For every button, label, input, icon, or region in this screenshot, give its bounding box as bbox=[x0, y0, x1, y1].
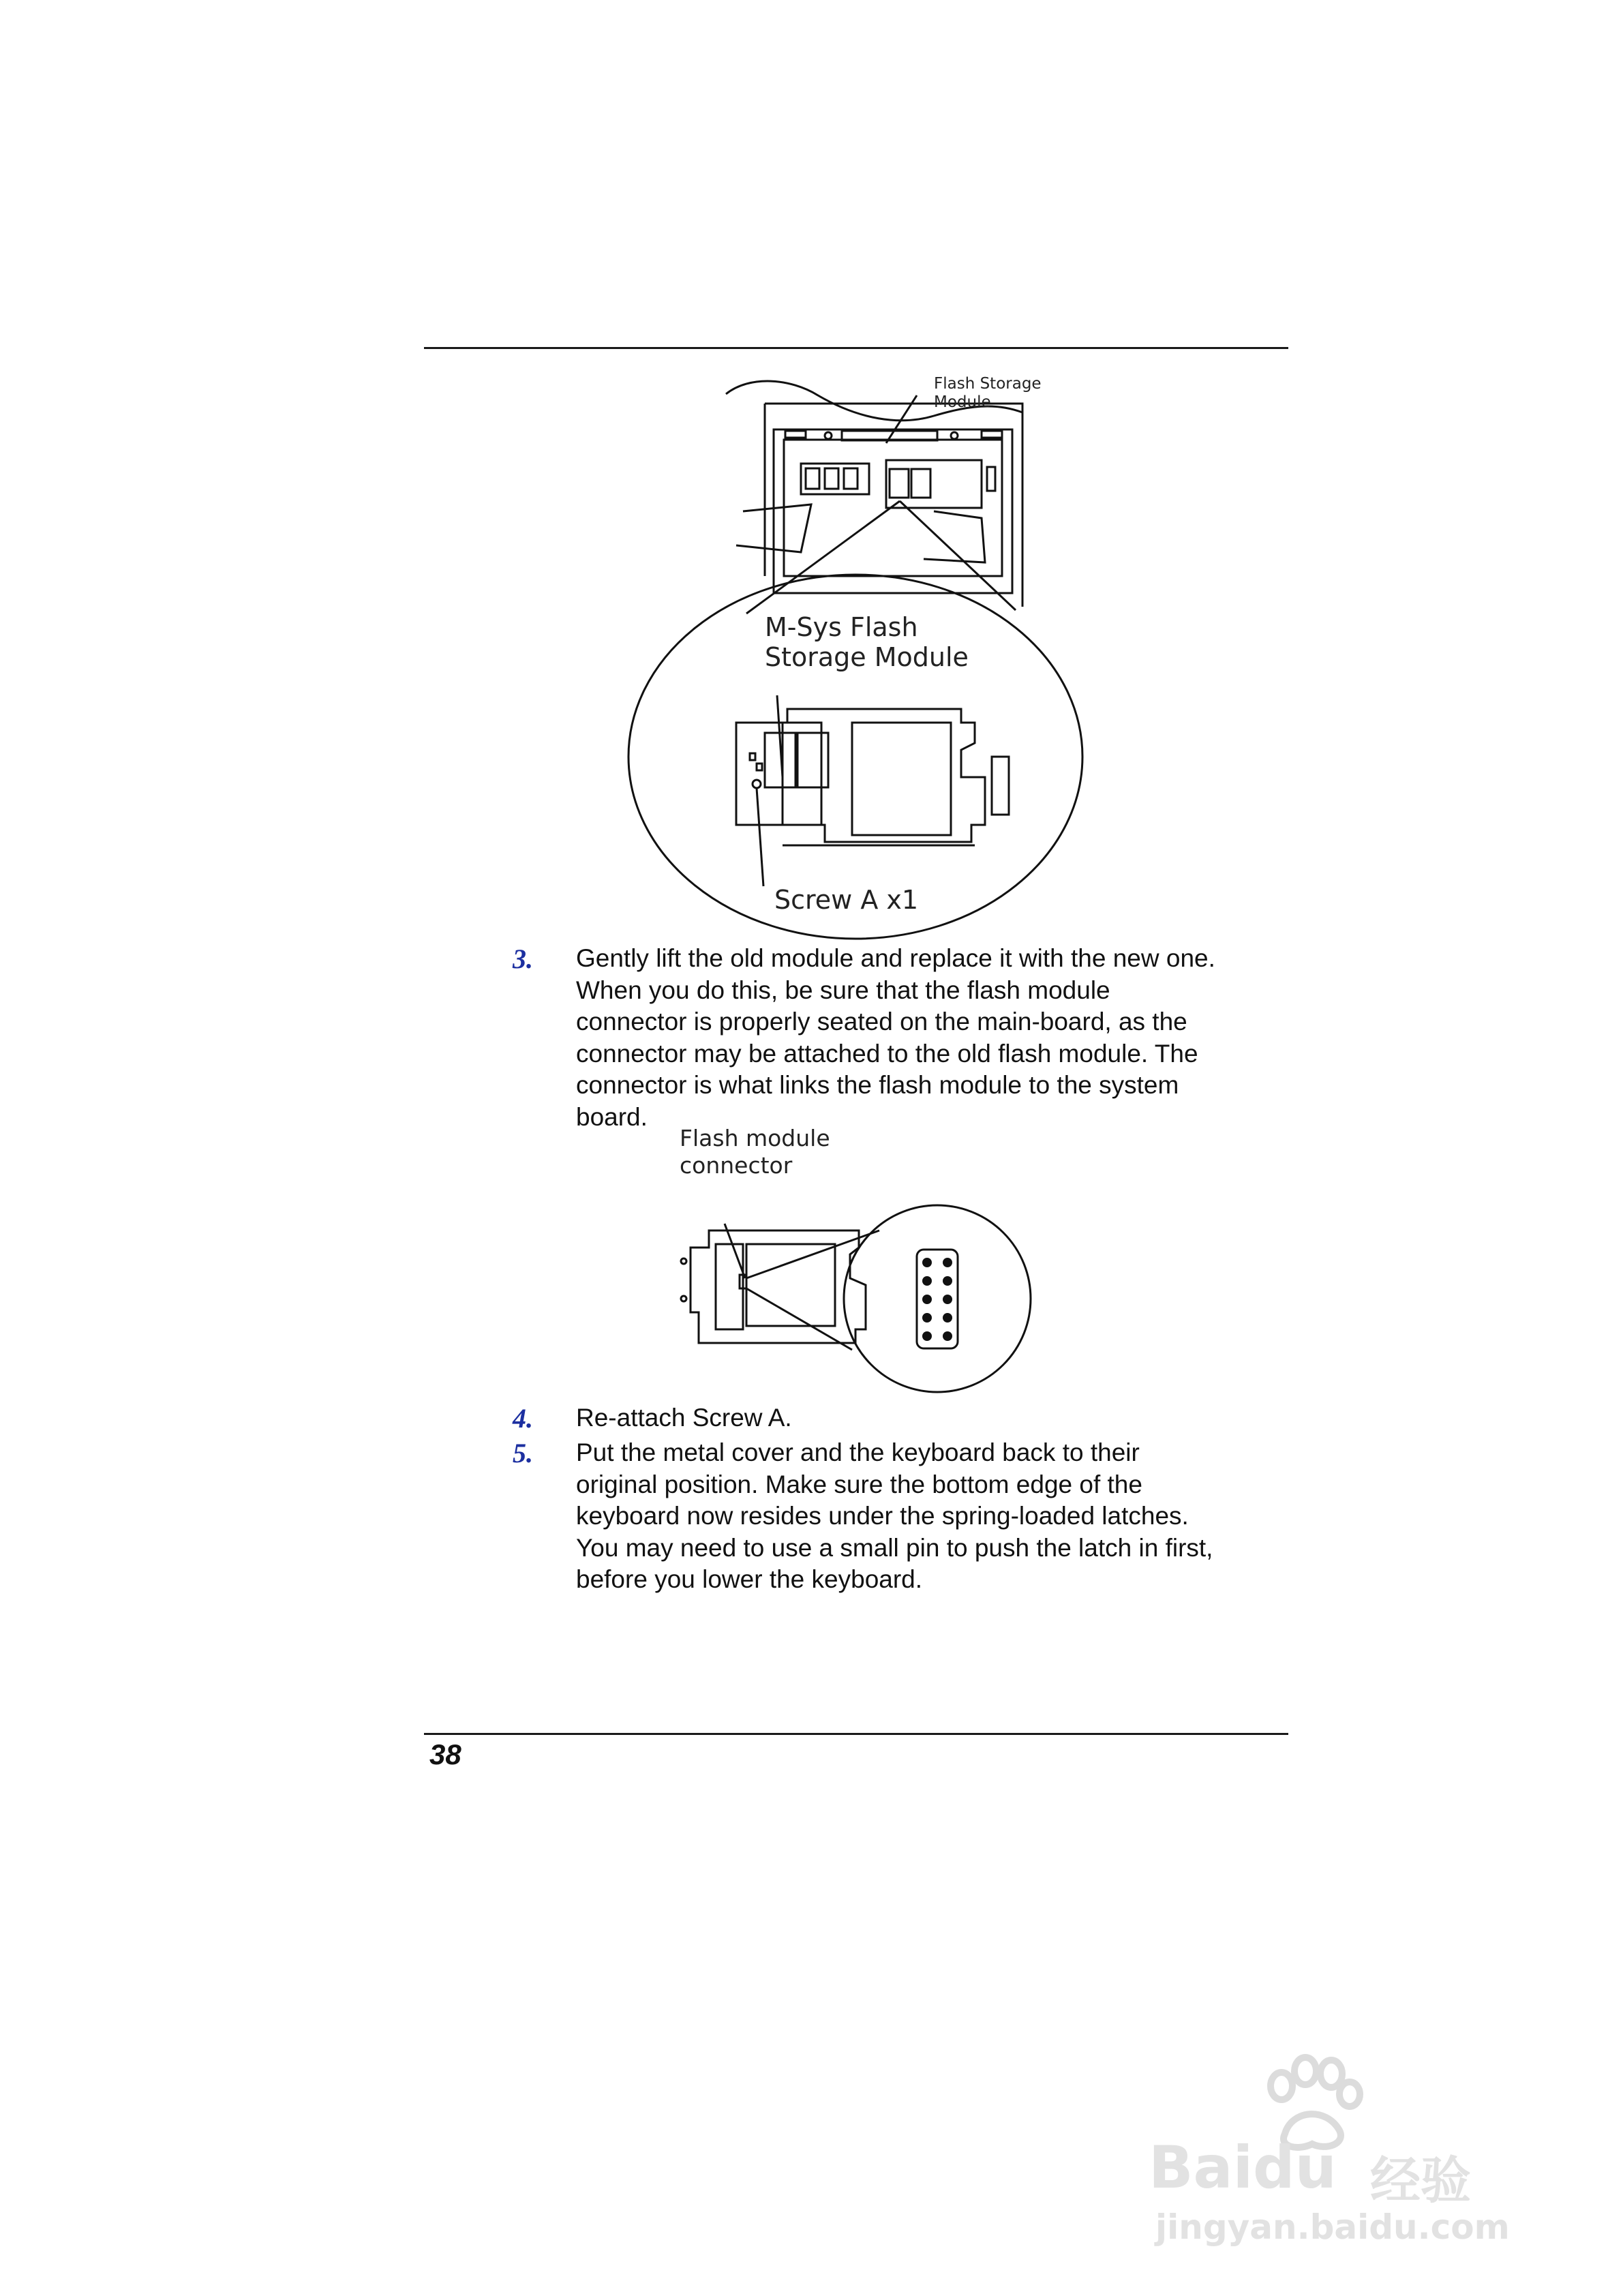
step-text-line: Re-attach Screw A. bbox=[576, 1404, 792, 1432]
step-text-line: original position. Make sure the bottom edge of the bbox=[576, 1470, 1142, 1498]
step-text-line: connector may be attached to the old flash module. The bbox=[576, 1039, 1198, 1068]
step-text-line: You may need to use a small pin to push the latch in first, bbox=[576, 1533, 1213, 1562]
step-text bbox=[576, 1437, 1285, 1596]
step-number: 4. bbox=[513, 1403, 533, 1434]
step-4 bbox=[513, 1402, 1290, 1436]
flash-module-connector-label-line1: Flash module bbox=[680, 1125, 830, 1151]
header-rule bbox=[424, 347, 1288, 349]
step-text bbox=[576, 1402, 1285, 1434]
page-number: 38 bbox=[429, 1738, 461, 1770]
screw-a-label: Screw A x1 bbox=[774, 885, 919, 915]
step-number: 5. bbox=[513, 1438, 533, 1468]
step-text-line: Put the metal cover and the keyboard back to their bbox=[576, 1438, 1140, 1466]
step-5 bbox=[513, 1437, 1290, 1601]
step-text-line: connector is properly seated on the main-board, as the bbox=[576, 1008, 1187, 1036]
flash-storage-module-label-line2: Module bbox=[934, 393, 991, 411]
watermark-url: jingyan.baidu.com bbox=[1155, 2207, 1510, 2247]
footer-rule bbox=[424, 1733, 1288, 1735]
step-text-line: When you do this, be sure that the flash module bbox=[576, 976, 1110, 1004]
step-text-line: keyboard now resides under the spring-loaded latches. bbox=[576, 1502, 1189, 1530]
flash-module-connector-label-line2: connector bbox=[680, 1152, 793, 1179]
step-text-line: Gently lift the old module and replace it with the new one. bbox=[576, 944, 1215, 972]
step-text bbox=[576, 943, 1285, 1133]
step-text-line: board. bbox=[576, 1102, 648, 1131]
flash-storage-module-figure bbox=[613, 354, 1104, 941]
m-sys-flash-label-line1: M-Sys Flash bbox=[765, 612, 918, 642]
step-text-line: before you lower the keyboard. bbox=[576, 1565, 923, 1593]
flash-module-connector-figure bbox=[671, 1125, 1043, 1398]
flash-storage-module-label-line1: Flash Storage bbox=[934, 375, 1042, 393]
watermark-brand: Baidu bbox=[1149, 2134, 1337, 2202]
step-text-line: connector is what links the flash module to the system bbox=[576, 1071, 1179, 1099]
watermark-suffix: 经验 bbox=[1370, 2151, 1471, 2210]
step-number: 3. bbox=[513, 943, 533, 974]
step-3 bbox=[513, 943, 1290, 1137]
baidu-jingyan-watermark bbox=[1149, 2052, 1530, 2256]
m-sys-flash-label-line2: Storage Module bbox=[765, 642, 969, 672]
